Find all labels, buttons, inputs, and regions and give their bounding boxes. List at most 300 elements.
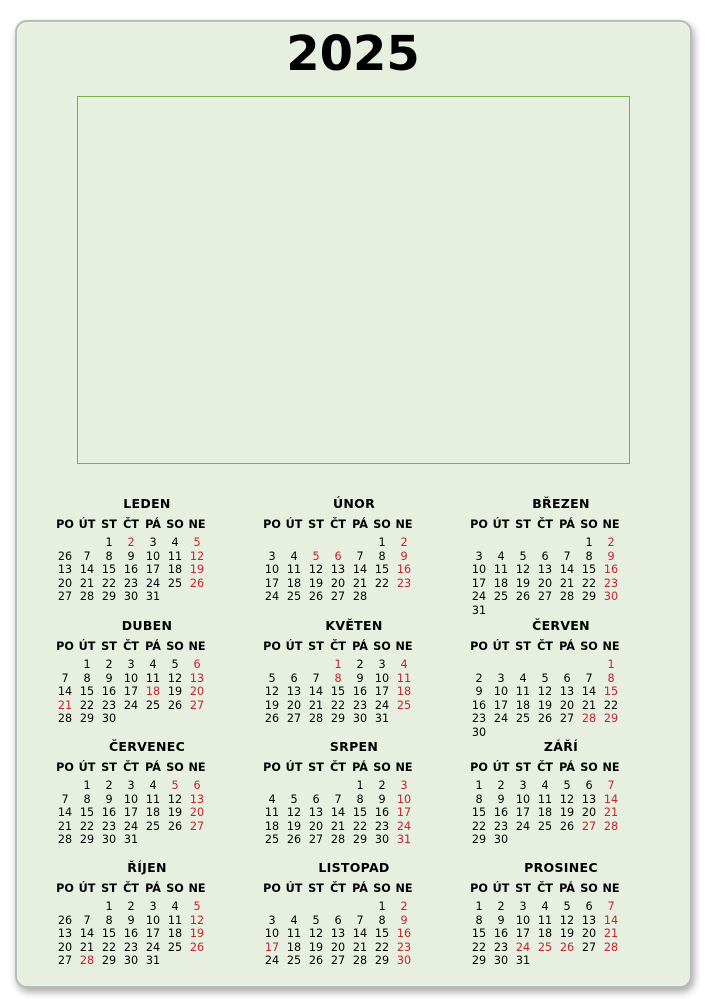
day-cell: 2 bbox=[378, 779, 386, 792]
day-cell: 13 bbox=[581, 792, 597, 806]
day-cell: 23 bbox=[493, 819, 509, 833]
day-cell: 11 bbox=[167, 913, 183, 927]
day-cell: 18 bbox=[286, 940, 302, 954]
month-days-table bbox=[54, 514, 208, 604]
day-cell: 20 bbox=[330, 940, 346, 954]
day-cell: 25 bbox=[537, 940, 553, 954]
day-cell: 26 bbox=[57, 913, 73, 927]
day-cell: 17 bbox=[493, 698, 509, 712]
day-cell bbox=[305, 779, 327, 793]
day-cell: 30 bbox=[493, 833, 509, 847]
day-cell bbox=[600, 954, 622, 968]
weekday-header: PÁ bbox=[559, 518, 575, 531]
day-cell: 18 bbox=[145, 685, 161, 699]
day-cell: 15 bbox=[471, 806, 487, 820]
week-row bbox=[261, 954, 415, 968]
week-row bbox=[54, 699, 208, 713]
day-cell: 19 bbox=[264, 698, 280, 712]
day-cell: 22 bbox=[374, 940, 390, 954]
day-cell: 2 bbox=[127, 900, 135, 913]
day-cell bbox=[534, 833, 556, 847]
day-cell bbox=[534, 658, 556, 672]
day-cell: 3 bbox=[475, 549, 483, 563]
day-cell: 15 bbox=[352, 806, 368, 820]
day-cell: 28 bbox=[57, 712, 73, 726]
day-cell: 16 bbox=[101, 685, 117, 699]
month-name: ŘÍJEN bbox=[127, 860, 167, 875]
week-row bbox=[261, 806, 415, 820]
weekday-header: PÁ bbox=[352, 518, 368, 531]
week-row bbox=[54, 941, 208, 955]
day-cell: 8 bbox=[105, 549, 113, 563]
day-cell: 5 bbox=[268, 671, 276, 685]
day-cell: 19 bbox=[515, 576, 531, 590]
day-cell: 8 bbox=[334, 671, 342, 685]
day-cell: 2 bbox=[497, 779, 505, 792]
month-name: DUBEN bbox=[121, 618, 173, 633]
day-cell: 26 bbox=[308, 954, 324, 968]
month-prosinec bbox=[470, 858, 646, 968]
day-cell: 7 bbox=[563, 549, 571, 563]
day-cell: 14 bbox=[581, 685, 597, 699]
weekday-header: ČT bbox=[330, 761, 346, 774]
day-cell: 28 bbox=[352, 954, 368, 968]
day-cell: 25 bbox=[396, 698, 412, 712]
week-row bbox=[261, 941, 415, 955]
day-cell: 25 bbox=[286, 590, 302, 604]
day-cell: 10 bbox=[515, 792, 531, 806]
day-cell: 24 bbox=[145, 940, 161, 954]
day-cell bbox=[283, 536, 305, 550]
day-cell: 5 bbox=[290, 792, 298, 806]
month-days-table bbox=[261, 878, 415, 968]
day-cell: 26 bbox=[189, 940, 205, 954]
day-cell: 9 bbox=[497, 792, 505, 806]
day-cell: 12 bbox=[308, 563, 324, 577]
day-cell: 25 bbox=[167, 940, 183, 954]
day-cell: 27 bbox=[330, 590, 346, 604]
day-cell: 28 bbox=[308, 712, 324, 726]
month-leden bbox=[56, 494, 232, 604]
day-cell: 22 bbox=[101, 576, 117, 590]
day-cell: 25 bbox=[286, 954, 302, 968]
day-cell: 21 bbox=[352, 940, 368, 954]
day-cell: 9 bbox=[475, 685, 483, 699]
week-row bbox=[261, 914, 415, 928]
day-cell: 31 bbox=[396, 833, 412, 847]
day-cell bbox=[186, 590, 208, 604]
weekday-header: ÚT bbox=[78, 640, 96, 653]
week-row bbox=[468, 550, 622, 564]
day-cell: 5 bbox=[171, 658, 179, 671]
day-cell: 24 bbox=[515, 819, 531, 833]
day-cell: 29 bbox=[603, 712, 619, 726]
day-cell: 10 bbox=[515, 913, 531, 927]
day-cell: 11 bbox=[537, 913, 553, 927]
day-cell: 21 bbox=[57, 698, 73, 712]
day-cell bbox=[468, 536, 490, 550]
day-cell: 15 bbox=[101, 563, 117, 577]
day-cell: 25 bbox=[145, 819, 161, 833]
day-cell bbox=[142, 712, 164, 726]
day-cell: 14 bbox=[603, 792, 619, 806]
day-cell: 12 bbox=[167, 792, 183, 806]
weekday-header: ST bbox=[515, 882, 531, 895]
week-row bbox=[468, 820, 622, 834]
weekday-header: PÁ bbox=[352, 882, 368, 895]
day-cell: 4 bbox=[541, 779, 549, 792]
weekday-header: SO bbox=[166, 640, 184, 653]
weekday-header: ST bbox=[308, 518, 324, 531]
day-cell: 16 bbox=[471, 698, 487, 712]
day-cell: 30 bbox=[101, 833, 117, 847]
month-únor bbox=[263, 494, 439, 604]
day-cell bbox=[261, 658, 283, 672]
day-cell: 23 bbox=[493, 940, 509, 954]
day-cell: 18 bbox=[264, 819, 280, 833]
day-cell: 11 bbox=[286, 563, 302, 577]
day-cell bbox=[164, 712, 186, 726]
day-cell bbox=[600, 833, 622, 847]
weekday-header: PO bbox=[56, 640, 74, 653]
week-row bbox=[54, 536, 208, 550]
day-cell bbox=[556, 954, 578, 968]
weekday-header: NE bbox=[395, 640, 413, 653]
day-cell: 17 bbox=[123, 685, 139, 699]
day-cell bbox=[186, 712, 208, 726]
day-cell: 19 bbox=[308, 576, 324, 590]
day-cell: 21 bbox=[79, 576, 95, 590]
week-row bbox=[54, 806, 208, 820]
day-cell: 29 bbox=[101, 954, 117, 968]
day-cell: 20 bbox=[57, 576, 73, 590]
week-row bbox=[261, 793, 415, 807]
day-cell: 10 bbox=[471, 563, 487, 577]
month-září bbox=[470, 737, 646, 847]
day-cell: 24 bbox=[264, 590, 280, 604]
day-cell: 11 bbox=[396, 671, 412, 685]
day-cell: 24 bbox=[493, 712, 509, 726]
day-cell: 9 bbox=[105, 671, 113, 685]
day-cell: 6 bbox=[290, 671, 298, 685]
day-cell: 6 bbox=[585, 900, 593, 913]
day-cell: 5 bbox=[563, 900, 571, 913]
month-name: ČERVENEC bbox=[108, 739, 186, 754]
day-cell: 29 bbox=[352, 833, 368, 847]
day-cell: 16 bbox=[123, 563, 139, 577]
week-row bbox=[261, 927, 415, 941]
day-cell: 12 bbox=[189, 549, 205, 563]
month-name: SRPEN bbox=[329, 739, 379, 754]
weekday-header: NE bbox=[188, 761, 206, 774]
day-cell: 21 bbox=[352, 576, 368, 590]
day-cell bbox=[393, 590, 415, 604]
day-cell: 12 bbox=[167, 671, 183, 685]
day-cell: 1 bbox=[475, 779, 483, 792]
day-cell: 22 bbox=[79, 819, 95, 833]
day-cell: 13 bbox=[286, 685, 302, 699]
week-row bbox=[54, 563, 208, 577]
day-cell: 6 bbox=[541, 549, 549, 563]
day-cell: 15 bbox=[374, 927, 390, 941]
month-říjen bbox=[56, 858, 232, 968]
day-cell: 1 bbox=[83, 779, 91, 792]
week-row bbox=[261, 536, 415, 550]
day-cell: 14 bbox=[330, 806, 346, 820]
day-cell bbox=[305, 658, 327, 672]
weekday-header: ÚT bbox=[285, 761, 303, 774]
day-cell: 12 bbox=[308, 927, 324, 941]
weekday-header: ST bbox=[101, 518, 117, 531]
week-row bbox=[468, 806, 622, 820]
week-row bbox=[54, 779, 208, 793]
week-row bbox=[468, 793, 622, 807]
weekday-header: ČT bbox=[330, 640, 346, 653]
day-cell: 22 bbox=[79, 698, 95, 712]
day-cell: 20 bbox=[559, 698, 575, 712]
day-cell: 5 bbox=[171, 779, 179, 792]
weekday-header: SO bbox=[166, 761, 184, 774]
weekday-header: ČT bbox=[123, 882, 139, 895]
week-row bbox=[261, 833, 415, 847]
weekday-header: NE bbox=[395, 882, 413, 895]
day-cell: 8 bbox=[105, 913, 113, 927]
day-cell: 4 bbox=[541, 900, 549, 913]
weekday-header: PÁ bbox=[145, 518, 161, 531]
day-cell: 10 bbox=[374, 671, 390, 685]
weekday-header: PÁ bbox=[145, 640, 161, 653]
day-cell: 19 bbox=[286, 819, 302, 833]
day-cell: 26 bbox=[189, 576, 205, 590]
day-cell: 12 bbox=[559, 913, 575, 927]
weekday-header: SO bbox=[373, 882, 391, 895]
day-cell: 15 bbox=[603, 685, 619, 699]
weekday-header: SO bbox=[580, 640, 598, 653]
day-cell: 3 bbox=[400, 779, 408, 792]
day-cell: 9 bbox=[105, 792, 113, 806]
weekday-header: ST bbox=[101, 761, 117, 774]
month-days-table bbox=[54, 636, 208, 726]
week-row bbox=[261, 577, 415, 591]
day-cell: 4 bbox=[290, 913, 298, 927]
day-cell: 11 bbox=[493, 563, 509, 577]
week-row bbox=[261, 550, 415, 564]
weekday-header: ST bbox=[308, 761, 324, 774]
month-days-table bbox=[261, 514, 415, 604]
day-cell: 10 bbox=[264, 927, 280, 941]
day-cell bbox=[54, 536, 76, 550]
week-row bbox=[468, 672, 622, 686]
month-březen bbox=[470, 494, 646, 618]
day-cell: 14 bbox=[308, 685, 324, 699]
day-cell: 5 bbox=[541, 671, 549, 685]
day-cell bbox=[164, 833, 186, 847]
day-cell: 24 bbox=[471, 590, 487, 604]
weekday-header: NE bbox=[602, 640, 620, 653]
week-row bbox=[54, 590, 208, 604]
week-row bbox=[261, 900, 415, 914]
weekday-header: NE bbox=[188, 518, 206, 531]
day-cell: 17 bbox=[264, 576, 280, 590]
day-cell: 23 bbox=[101, 819, 117, 833]
day-cell: 3 bbox=[127, 658, 135, 671]
day-cell: 18 bbox=[286, 576, 302, 590]
month-name: BŘEZEN bbox=[532, 496, 590, 511]
day-cell: 30 bbox=[493, 954, 509, 968]
day-cell: 7 bbox=[83, 549, 91, 563]
weekday-header: ÚT bbox=[492, 518, 510, 531]
weekday-header: ST bbox=[515, 518, 531, 531]
weekday-header: SO bbox=[373, 518, 391, 531]
day-cell: 30 bbox=[123, 954, 139, 968]
week-row bbox=[54, 658, 208, 672]
day-cell: 9 bbox=[127, 549, 135, 563]
day-cell bbox=[512, 833, 534, 847]
weekday-header: NE bbox=[602, 761, 620, 774]
day-cell bbox=[512, 536, 534, 550]
day-cell: 9 bbox=[127, 913, 135, 927]
day-cell: 17 bbox=[515, 806, 531, 820]
month-days-table bbox=[468, 636, 622, 740]
day-cell bbox=[261, 779, 283, 793]
day-cell bbox=[327, 779, 349, 793]
weekday-header: PO bbox=[263, 882, 281, 895]
weekday-header: ÚT bbox=[78, 518, 96, 531]
day-cell: 21 bbox=[79, 940, 95, 954]
weekday-header: PO bbox=[470, 882, 488, 895]
day-cell bbox=[283, 658, 305, 672]
day-cell: 3 bbox=[519, 779, 527, 792]
day-cell: 30 bbox=[101, 712, 117, 726]
day-cell: 26 bbox=[515, 590, 531, 604]
day-cell: 23 bbox=[123, 940, 139, 954]
day-cell: 29 bbox=[101, 590, 117, 604]
day-cell: 9 bbox=[607, 549, 615, 563]
weekday-header: ČT bbox=[330, 518, 346, 531]
day-cell: 13 bbox=[559, 685, 575, 699]
month-name: PROSINEC bbox=[524, 860, 598, 875]
month-listopad bbox=[263, 858, 439, 968]
day-cell bbox=[261, 900, 283, 914]
day-cell: 5 bbox=[312, 913, 320, 927]
day-cell: 11 bbox=[167, 549, 183, 563]
day-cell: 24 bbox=[374, 698, 390, 712]
day-cell: 14 bbox=[352, 927, 368, 941]
day-cell: 16 bbox=[374, 806, 390, 820]
day-cell: 2 bbox=[400, 900, 408, 913]
day-cell: 29 bbox=[330, 712, 346, 726]
day-cell: 22 bbox=[330, 698, 346, 712]
day-cell: 21 bbox=[603, 806, 619, 820]
day-cell: 16 bbox=[352, 685, 368, 699]
day-cell: 24 bbox=[145, 576, 161, 590]
day-cell: 20 bbox=[537, 576, 553, 590]
day-cell bbox=[490, 658, 512, 672]
day-cell: 9 bbox=[378, 792, 386, 806]
day-cell: 18 bbox=[537, 927, 553, 941]
week-row bbox=[54, 793, 208, 807]
week-row bbox=[261, 699, 415, 713]
month-name: ÚNOR bbox=[332, 496, 376, 511]
day-cell: 8 bbox=[585, 549, 593, 563]
week-row bbox=[468, 779, 622, 793]
day-cell bbox=[512, 658, 534, 672]
day-cell: 6 bbox=[563, 671, 571, 685]
day-cell: 24 bbox=[515, 940, 531, 954]
day-cell bbox=[120, 712, 142, 726]
month-květen bbox=[263, 616, 439, 726]
day-cell: 18 bbox=[396, 685, 412, 699]
day-cell: 30 bbox=[374, 833, 390, 847]
day-cell: 2 bbox=[475, 671, 483, 685]
day-cell bbox=[490, 536, 512, 550]
day-cell: 11 bbox=[515, 685, 531, 699]
day-cell: 18 bbox=[145, 806, 161, 820]
day-cell bbox=[556, 658, 578, 672]
day-cell: 5 bbox=[193, 900, 201, 913]
day-cell: 2 bbox=[127, 536, 135, 549]
day-cell: 30 bbox=[123, 590, 139, 604]
day-cell: 1 bbox=[105, 536, 113, 549]
weekday-header: SO bbox=[580, 882, 598, 895]
day-cell: 29 bbox=[581, 590, 597, 604]
weekday-header: PO bbox=[56, 518, 74, 531]
day-cell: 13 bbox=[537, 563, 553, 577]
day-cell: 17 bbox=[396, 806, 412, 820]
day-cell: 8 bbox=[83, 792, 91, 806]
day-cell: 27 bbox=[57, 954, 73, 968]
month-name: LEDEN bbox=[123, 496, 171, 511]
day-cell: 20 bbox=[330, 576, 346, 590]
day-cell: 26 bbox=[167, 819, 183, 833]
day-cell: 21 bbox=[581, 698, 597, 712]
day-cell: 19 bbox=[189, 927, 205, 941]
calendar-year: 2025 bbox=[286, 26, 420, 82]
weekday-header: ČT bbox=[123, 518, 139, 531]
day-cell bbox=[76, 536, 98, 550]
day-cell bbox=[349, 900, 371, 914]
week-row bbox=[54, 550, 208, 564]
day-cell: 28 bbox=[352, 590, 368, 604]
day-cell: 5 bbox=[519, 549, 527, 563]
day-cell: 7 bbox=[312, 671, 320, 685]
week-row bbox=[468, 699, 622, 713]
week-row bbox=[261, 712, 415, 726]
weekday-header: NE bbox=[188, 640, 206, 653]
day-cell: 23 bbox=[352, 698, 368, 712]
weekday-header: ČT bbox=[537, 882, 553, 895]
day-cell bbox=[468, 658, 490, 672]
day-cell: 1 bbox=[607, 658, 615, 671]
day-cell: 28 bbox=[79, 590, 95, 604]
day-cell: 16 bbox=[101, 806, 117, 820]
day-cell: 8 bbox=[607, 671, 615, 685]
month-days-table bbox=[468, 514, 622, 618]
day-cell: 17 bbox=[374, 685, 390, 699]
day-cell: 12 bbox=[286, 806, 302, 820]
day-cell bbox=[534, 536, 556, 550]
week-row bbox=[261, 820, 415, 834]
day-cell bbox=[54, 658, 76, 672]
day-cell: 26 bbox=[559, 819, 575, 833]
day-cell: 18 bbox=[167, 563, 183, 577]
week-row bbox=[261, 672, 415, 686]
day-cell: 1 bbox=[585, 536, 593, 549]
day-cell: 25 bbox=[167, 576, 183, 590]
day-cell: 28 bbox=[603, 940, 619, 954]
day-cell: 14 bbox=[603, 913, 619, 927]
day-cell: 4 bbox=[519, 671, 527, 685]
